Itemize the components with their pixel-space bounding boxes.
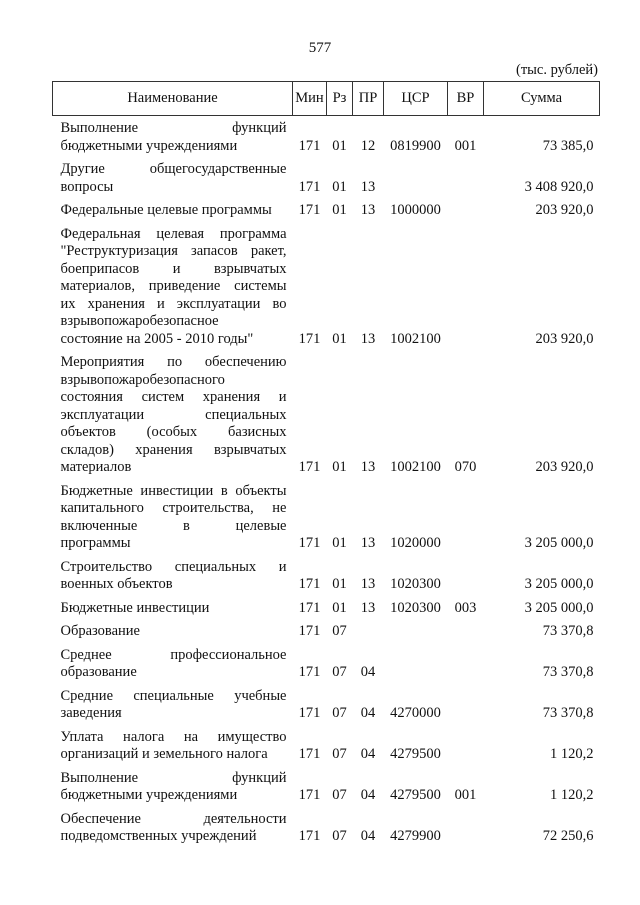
table-row — [53, 643, 600, 684]
page-number: 577 — [308, 40, 332, 56]
row-name-line: объектов (особых базисных — [60, 424, 287, 440]
cell-vr — [448, 725, 484, 766]
row-name-line: Выполнение функций — [60, 120, 287, 136]
row-name-line: бюджетными учреждениями — [60, 787, 238, 803]
cell-csr: 1002100 — [390, 459, 441, 475]
cell-vr — [448, 684, 484, 725]
cell-vr — [448, 643, 484, 684]
cell-rz: 01 — [332, 535, 347, 551]
cell-rz: 01 — [332, 202, 347, 218]
cell-rz: 01 — [332, 599, 347, 616]
cell-rz: 01 — [332, 178, 347, 195]
row-name-line: Образование — [60, 623, 140, 639]
cell-min: 171 — [298, 330, 321, 347]
cell-rz: 07 — [332, 623, 347, 639]
cell-min: 171 — [298, 178, 321, 195]
row-name — [53, 684, 293, 725]
cell-csr — [384, 643, 448, 684]
row-name — [53, 157, 293, 198]
row-name-line: программы — [60, 535, 131, 551]
header-rz: Рз — [327, 82, 353, 116]
table-row — [53, 596, 600, 620]
cell-pr: 04 — [360, 705, 376, 721]
cell-rz: 07 — [332, 705, 347, 721]
table-row — [53, 222, 600, 351]
header-min: Мин — [293, 82, 327, 116]
units-label: (тыс. рублей) — [516, 62, 598, 78]
row-name-line: капитального строительства, не — [60, 500, 287, 516]
row-name — [53, 766, 293, 807]
cell-rz: 01 — [332, 576, 347, 592]
row-name — [53, 222, 293, 351]
row-name-line: Бюджетные инвестиции в объекты — [60, 482, 287, 499]
row-name-line: Выполнение функций — [60, 769, 287, 786]
cell-csr: 0819900 — [390, 137, 441, 154]
row-name-line: боеприпасов и взрывчатых — [60, 260, 287, 277]
cell-vr — [448, 619, 484, 643]
cell-sum: 203 920,0 — [535, 202, 594, 218]
cell-csr — [384, 619, 448, 643]
cell-sum: 3 205 000,0 — [524, 535, 594, 551]
row-name-line: эксплуатации специальных — [60, 406, 287, 423]
cell-csr: 1020000 — [390, 535, 441, 551]
row-name-line: подведомственных учреждений — [60, 828, 257, 844]
cell-sum: 203 920,0 — [535, 459, 594, 475]
row-name — [53, 619, 293, 643]
row-name — [53, 479, 293, 555]
table-row — [53, 157, 600, 198]
cell-pr: 13 — [360, 535, 376, 551]
cell-csr: 4279500 — [390, 746, 441, 762]
row-name-line: состояния систем хранения и — [60, 389, 287, 405]
row-name-line: материалов, приведение системы — [60, 278, 287, 294]
cell-min: 171 — [298, 137, 321, 154]
cell-csr: 4279900 — [390, 828, 441, 844]
row-name-line: Другие общегосударственные — [60, 161, 287, 177]
cell-pr: 13 — [360, 459, 376, 475]
table-row — [53, 555, 600, 596]
row-name-line: Мероприятия по обеспечению — [60, 354, 287, 370]
cell-min: 171 — [298, 787, 321, 803]
cell-min: 171 — [298, 535, 321, 551]
cell-pr: 13 — [360, 576, 376, 592]
cell-sum: 1 120,2 — [550, 787, 594, 803]
cell-vr — [448, 198, 484, 222]
header-pr: ПР — [353, 82, 384, 116]
row-name — [53, 198, 293, 222]
cell-pr: 04 — [360, 787, 376, 803]
table-row — [53, 725, 600, 766]
cell-csr: 4279500 — [390, 787, 441, 803]
row-name-line: Федеральная целевая программа — [60, 225, 287, 242]
table-row — [53, 684, 600, 725]
cell-min: 171 — [298, 623, 321, 639]
row-name-line: взрывопожаробезопасное — [60, 313, 219, 329]
row-name-line: складов) хранения взрывчатых — [60, 441, 287, 458]
row-name — [53, 643, 293, 684]
cell-pr: 12 — [360, 137, 376, 154]
cell-vr: 070 — [454, 459, 477, 475]
cell-csr: 1020300 — [390, 599, 441, 616]
cell-rz: 07 — [332, 746, 347, 762]
cell-vr: 003 — [454, 599, 477, 616]
header-name: Наименование — [53, 82, 293, 116]
table-row — [53, 350, 600, 479]
cell-min: 171 — [298, 664, 321, 680]
cell-sum: 3 205 000,0 — [524, 599, 594, 616]
cell-vr — [448, 555, 484, 596]
cell-csr — [384, 157, 448, 198]
row-name — [53, 725, 293, 766]
row-name-line: их хранения и эксплуатации во — [60, 295, 287, 312]
row-name-line: Федеральные целевые программы — [60, 202, 272, 218]
table-row — [53, 619, 600, 643]
table-row — [53, 198, 600, 222]
row-name — [53, 807, 293, 848]
cell-pr — [353, 619, 384, 643]
cell-sum: 73 370,8 — [542, 705, 594, 721]
cell-csr: 4270000 — [390, 705, 441, 721]
cell-vr — [448, 157, 484, 198]
table-row — [53, 766, 600, 807]
cell-vr: 001 — [454, 137, 477, 154]
cell-min: 171 — [298, 576, 321, 592]
cell-min: 171 — [298, 705, 321, 721]
row-name-line: Уплата налога на имущество — [60, 728, 287, 745]
row-name-line: Строительство специальных и — [60, 558, 287, 575]
row-name-line: Бюджетные инвестиции — [60, 599, 210, 616]
row-name-line: материалов — [60, 459, 132, 475]
cell-rz: 01 — [332, 137, 347, 154]
table-header — [53, 82, 600, 116]
row-name — [53, 555, 293, 596]
cell-min: 171 — [298, 828, 321, 844]
cell-rz: 01 — [332, 330, 347, 347]
cell-vr — [448, 222, 484, 351]
row-name-line: включенные в целевые — [60, 517, 287, 534]
cell-csr: 1000000 — [390, 202, 441, 218]
row-name — [53, 596, 293, 620]
row-name-line: Обеспечение деятельности — [60, 810, 287, 827]
header-vr: ВР — [448, 82, 484, 116]
cell-sum: 73 385,0 — [542, 137, 594, 154]
cell-min: 171 — [298, 202, 321, 218]
cell-sum: 3 408 920,0 — [524, 178, 594, 195]
row-name-line: вопросы — [60, 178, 114, 195]
cell-vr: 001 — [454, 787, 477, 803]
table-row — [53, 479, 600, 555]
cell-vr — [448, 479, 484, 555]
cell-sum: 1 120,2 — [550, 746, 594, 762]
cell-sum: 3 205 000,0 — [524, 576, 594, 592]
cell-rz: 07 — [332, 787, 347, 803]
cell-pr: 13 — [360, 178, 376, 195]
table-row — [53, 116, 600, 158]
row-name-line: бюджетными учреждениями — [60, 137, 238, 154]
header-csr: ЦСР — [384, 82, 448, 116]
cell-min: 171 — [298, 599, 321, 616]
row-name-line: взрывопожаробезопасного — [60, 371, 225, 388]
cell-sum: 72 250,6 — [542, 828, 594, 844]
cell-sum: 73 370,8 — [542, 664, 594, 680]
row-name — [53, 116, 293, 158]
cell-min: 171 — [298, 746, 321, 762]
row-name-line: организаций и земельного налога — [60, 746, 268, 762]
row-name-line: Средние специальные учебные — [60, 687, 287, 704]
cell-vr — [448, 807, 484, 848]
row-name-line: образование — [60, 664, 137, 680]
row-name-line: Среднее профессиональное — [60, 646, 287, 663]
cell-rz: 01 — [332, 459, 347, 475]
header-sum: Сумма — [484, 82, 600, 116]
table-row — [53, 807, 600, 848]
row-name-line: военных объектов — [60, 576, 173, 592]
cell-pr: 04 — [360, 664, 376, 680]
cell-pr: 13 — [360, 202, 376, 218]
cell-rz: 07 — [332, 664, 347, 680]
cell-rz: 07 — [332, 828, 347, 844]
row-name-line: "Реструктуризация запасов ракет, — [60, 243, 287, 259]
row-name-line: заведения — [60, 705, 122, 721]
row-name — [53, 350, 293, 479]
cell-csr: 1002100 — [390, 330, 441, 347]
cell-sum: 73 370,8 — [542, 623, 594, 639]
cell-pr: 13 — [360, 599, 376, 616]
cell-min: 171 — [298, 459, 321, 475]
cell-pr: 04 — [360, 828, 376, 844]
cell-pr: 13 — [360, 330, 376, 347]
cell-csr: 1020300 — [390, 576, 441, 592]
budget-table — [52, 81, 600, 848]
cell-sum: 203 920,0 — [535, 330, 594, 347]
cell-pr: 04 — [360, 746, 376, 762]
row-name-line: состояние на 2005 - 2010 годы" — [60, 330, 254, 347]
